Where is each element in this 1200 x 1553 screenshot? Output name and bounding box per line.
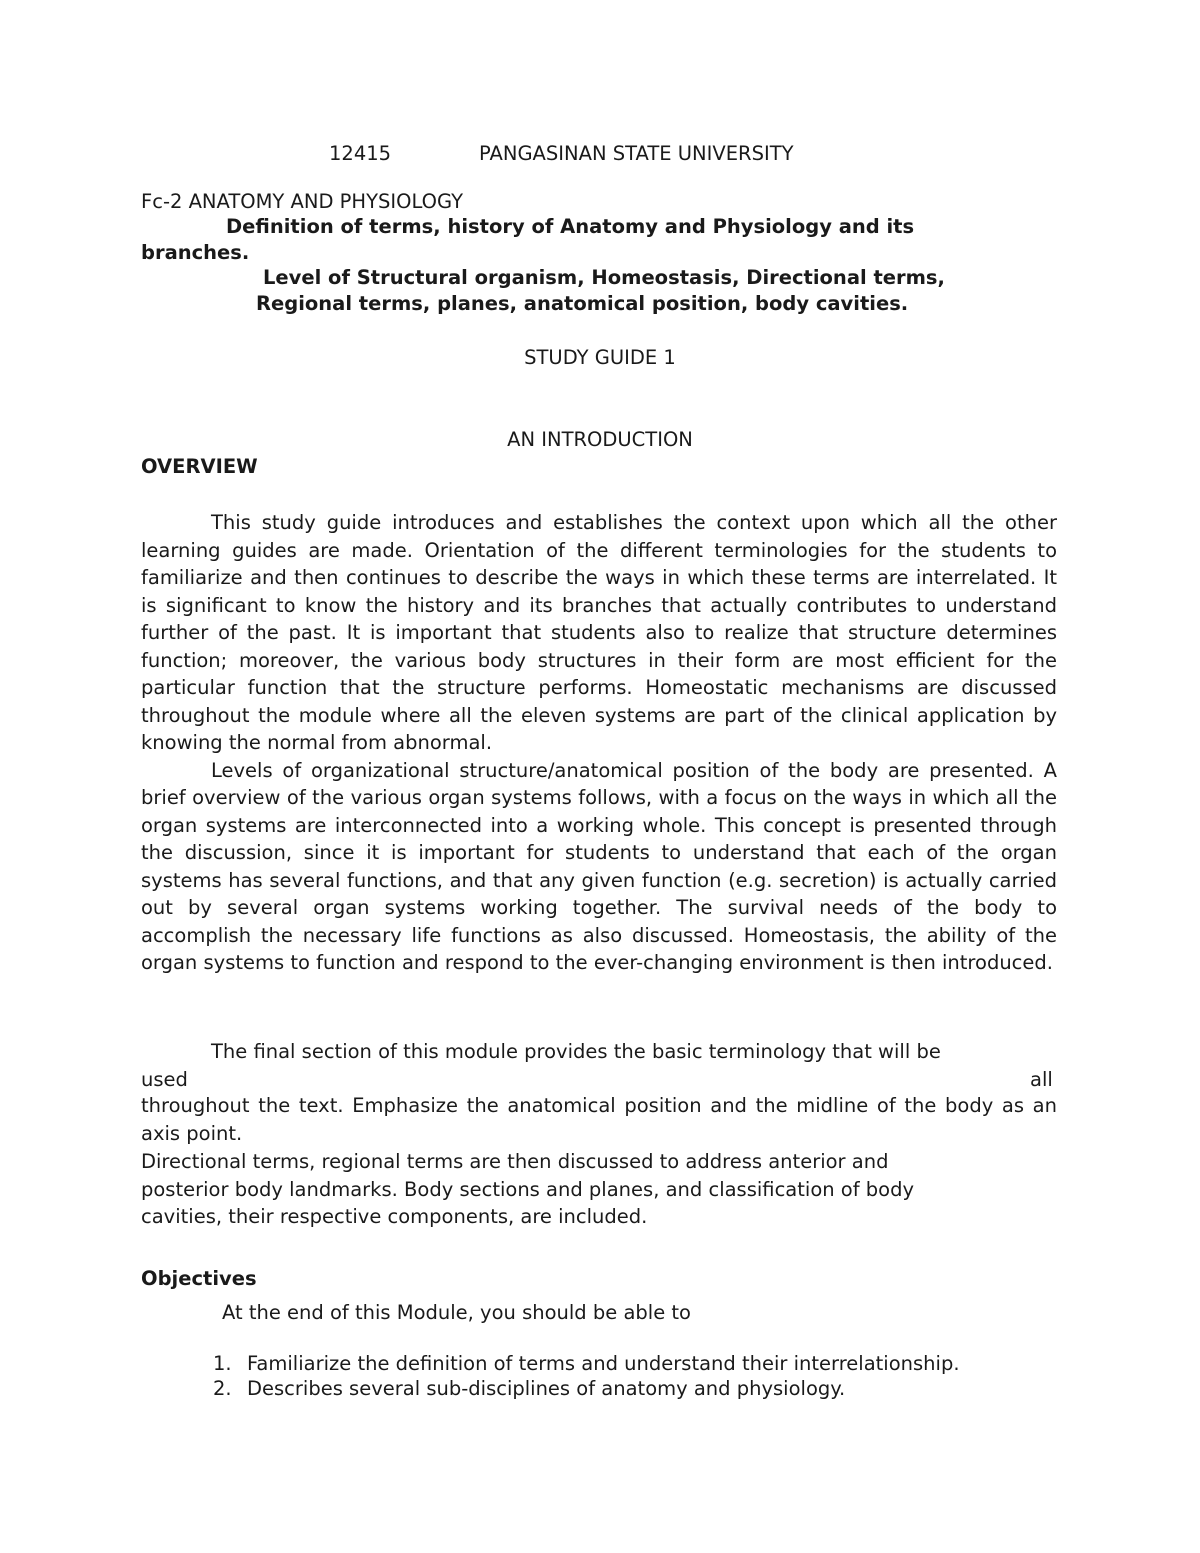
course-title: Fc-2 ANATOMY AND PHYSIOLOGY (141, 190, 464, 213)
course-topic-line-3: Level of Structural organism, Homeostasis, Directional terms, (263, 266, 945, 289)
overview-body (141, 509, 1057, 977)
study-guide-title: STUDY GUIDE 1 (524, 346, 676, 369)
overview-paragraph-4-line-3: cavities, their respective components, are included. (141, 1205, 648, 1228)
overview-paragraph-4-line-2: posterior body landmarks. Body sections and planes, and classification of body (141, 1178, 915, 1201)
overview-paragraph-1: This study guide introduces and establishes the context upon which all the other learning guides are made. Orientation of the different terminologies for the students to familiarize and then continues to describe the ways in which these terms are interrelated. It is significant to know the history and its branches that actually contributes to understand further of the past. It is important that students also to realize that structure determines function; moreover, the various body structures in their form are most efficient for the particular function that the structure performs. Homeostatic mechanisms are discussed throughout the module where all the eleven systems are part of the clinical application by knowing the normal from abnormal. (141, 511, 1057, 754)
objectives-intro: At the end of this Module, you should be able to (222, 1301, 691, 1324)
list-item-number: 2. (213, 1377, 232, 1400)
overview-paragraph-2: Levels of organizational structure/anatomical position of the body are presented. A brief overview of the various organ systems follows, with a focus on the ways in which all the organ systems are interconnected into a working whole. This concept is presented through the discussion, since it is important for students to understand that each of the organ systems has several functions, and that any given function (e.g. secretion) is actually carried out by several organ systems working together. The survival needs of the body to accomplish the necessary life functions as also discussed. Homeostasis, the ability of the organ systems to function and respond to the ever-changing environment is then introduced. (141, 758, 1057, 974)
introduction-title: AN INTRODUCTION (507, 428, 693, 451)
list-item (141, 1376, 960, 1401)
list-item-text: Familiarize the definition of terms and understand their interrelationship. (247, 1352, 960, 1375)
objectives-heading: Objectives (141, 1267, 257, 1290)
document-code: 12415 (329, 142, 392, 165)
overview-heading: OVERVIEW (141, 455, 258, 478)
list-item-text: Describes several sub-disciplines of anatomy and physiology. (247, 1377, 846, 1400)
overview-paragraph-3-rest: throughout the text. Emphasize the anatomical position and the midline of the body as an axis point. (141, 1094, 1057, 1145)
course-topic-line-2: branches. (141, 241, 250, 264)
overview-paragraph-3-used: used (141, 1068, 188, 1091)
overview-paragraph-4-line-1: Directional terms, regional terms are then discussed to address anterior and (141, 1150, 889, 1173)
university-name: PANGASINAN STATE UNIVERSITY (479, 142, 794, 165)
overview-paragraph-3-line-1: The final section of this module provides the basic terminology that will be (211, 1040, 941, 1063)
overview-paragraph-3-all: all (1030, 1068, 1053, 1091)
course-topic-line-1: Definition of terms, history of Anatomy and Physiology and its (226, 215, 915, 238)
list-item-number: 1. (213, 1352, 232, 1375)
course-topic-line-4: Regional terms, planes, anatomical position, body cavities. (256, 292, 909, 315)
objectives-list (141, 1351, 960, 1401)
list-item (141, 1351, 960, 1376)
